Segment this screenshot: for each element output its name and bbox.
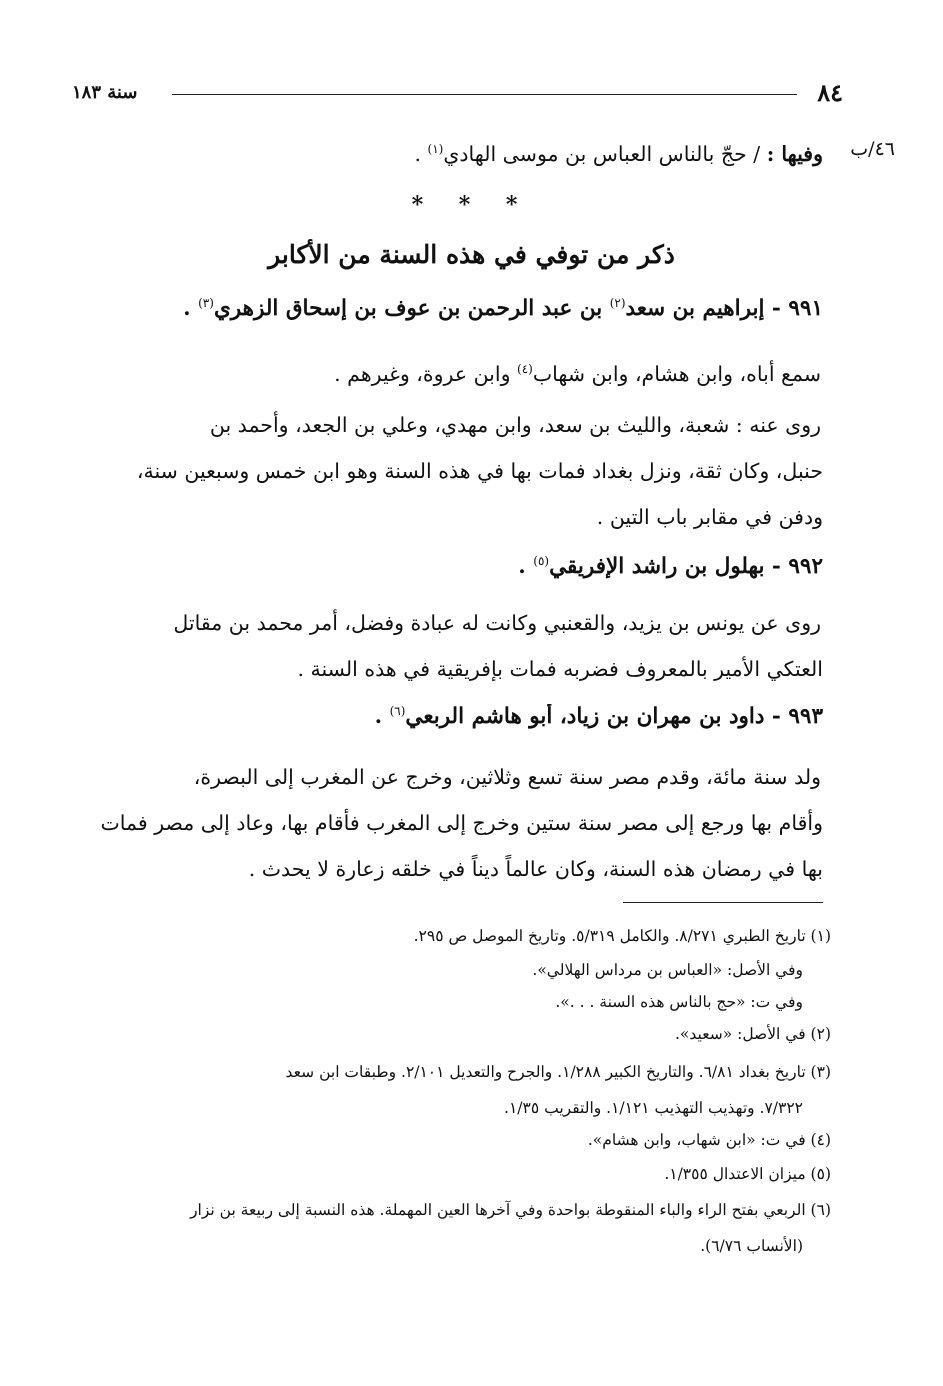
entry-993-text-line: وأقام بها ورجع إلى مصر سنة ستين وخرج إلى المغرب فأقام بها، وعاد إلى مصر فمات bbox=[100, 811, 823, 835]
footnote-4: (٤) في ت: «ابن شهاب، وابن هشام». bbox=[587, 1131, 831, 1149]
footnote-ref-6: (٦) bbox=[389, 704, 406, 718]
footnote-6-cont: (الأنساب ٦/٧٦). bbox=[700, 1237, 803, 1255]
entry-991-text-line: ودفن في مقابر باب التين . bbox=[596, 505, 823, 529]
entry-992-heading: ٩٩٢ - بهلول بن راشد الإفريقي$^{(٥)}$ . bbox=[518, 554, 823, 580]
footnote-1-note: وفي الأصل: «العباس بن مرداس الهلالي». bbox=[532, 961, 803, 979]
footnote-ref-1: (١) bbox=[427, 142, 444, 156]
header-year-label: سنة ١٨٣ bbox=[72, 82, 138, 103]
footnote-rule bbox=[623, 902, 823, 903]
margin-folio-note: ٤٦/ب bbox=[850, 138, 895, 160]
running-header bbox=[72, 78, 843, 108]
footnote-ref-4: (٤) bbox=[517, 362, 533, 376]
footnote-3-cont: ٧/٣٢٢. وتهذيب التهذيب ١/١٢١. والتقريب ١/٣٥. bbox=[504, 1099, 803, 1117]
footnote-3: (٣) تاريخ بغداد ٦/٨١. والتاريخ الكبير ١/٢٨٨. والجرح والتعديل ٢/١٠١. وطبقات ابن سعد bbox=[285, 1063, 831, 1081]
page-number: ٨٤ bbox=[817, 78, 843, 107]
footnote-ref-3: (٣) bbox=[198, 296, 214, 310]
section-separator: * * * bbox=[411, 192, 532, 218]
entry-992-text-line: العتكي الأمير بالمعروف فضربه فمات بإفريقية في هذه السنة . bbox=[297, 657, 823, 681]
footnote-1-note: وفي ت: «حج بالناس هذه السنة . . .». bbox=[555, 993, 803, 1011]
entry-993-text-line: بها في رمضان هذه السنة، وكان عالماً ديناً في خلقه زعارة لا يحدث . bbox=[248, 857, 823, 881]
section-heading: ذكر من توفي في هذه السنة من الأكابر bbox=[268, 240, 675, 269]
intro-lead: وفيها : bbox=[766, 141, 823, 166]
footnote-ref-5: (٥) bbox=[533, 554, 550, 568]
footnote-5: (٥) ميزان الاعتدال ١/٣٥٥. bbox=[664, 1165, 831, 1183]
entry-991-teachers: سمع أباه، وابن هشام، وابن شهاب$^{(٤)}$ وابن عروة، وغيرهم . bbox=[334, 361, 821, 386]
header-rule bbox=[172, 94, 797, 95]
footnote-2: (٢) في الأصل: «سعيد». bbox=[675, 1025, 831, 1043]
entry-993-heading: ٩٩٣ - داود بن مهران بن زياد، أبو هاشم الربعي$^{(٦)}$ . bbox=[374, 704, 823, 730]
entry-992-text-line: روى عن يونس بن يزيد، والقعنبي وكانت له عبادة وفضل، أمر محمد بن مقاتل bbox=[173, 611, 821, 635]
intro-line: وفيها : / حجّ بالناس العباس بن موسى الهادي$^{(١)}$ . bbox=[414, 141, 823, 166]
footnote-ref-2: (٢) bbox=[609, 296, 626, 310]
intro-text: / حجّ بالناس العباس بن موسى الهادي bbox=[443, 141, 761, 166]
entry-991-text-line: روى عنه : شعبة، والليث بن سعد، وابن مهدي، وعلي بن الجعد، وأحمد بن bbox=[209, 413, 821, 437]
footnote-6: (٦) الربعي بفتح الراء والباء المنقوطة بواحدة وفي آخرها العين المهملة. هذه النسبة إلى ربيعة بن نزار bbox=[190, 1201, 831, 1219]
entry-991-text-line: حنبل، وكان ثقة، ونزل بغداد فمات بها في هذه السنة وهو ابن خمس وسبعين سنة، bbox=[136, 459, 823, 483]
entry-991-heading: ٩٩١ - إبراهيم بن سعد$^{(٢)}$ بن عبد الرحمن بن عوف بن إسحاق الزهري$^{(٣)}$ . bbox=[183, 296, 823, 322]
footnote-1: (١) تاريخ الطبري ٨/٢٧١. والكامل ٥/٣١٩. وتاريخ الموصل ص ٢٩٥. bbox=[413, 927, 831, 945]
entry-993-text-line: ولد سنة مائة، وقدم مصر سنة تسع وثلاثين، وخرج عن المغرب إلى البصرة، bbox=[193, 765, 821, 789]
